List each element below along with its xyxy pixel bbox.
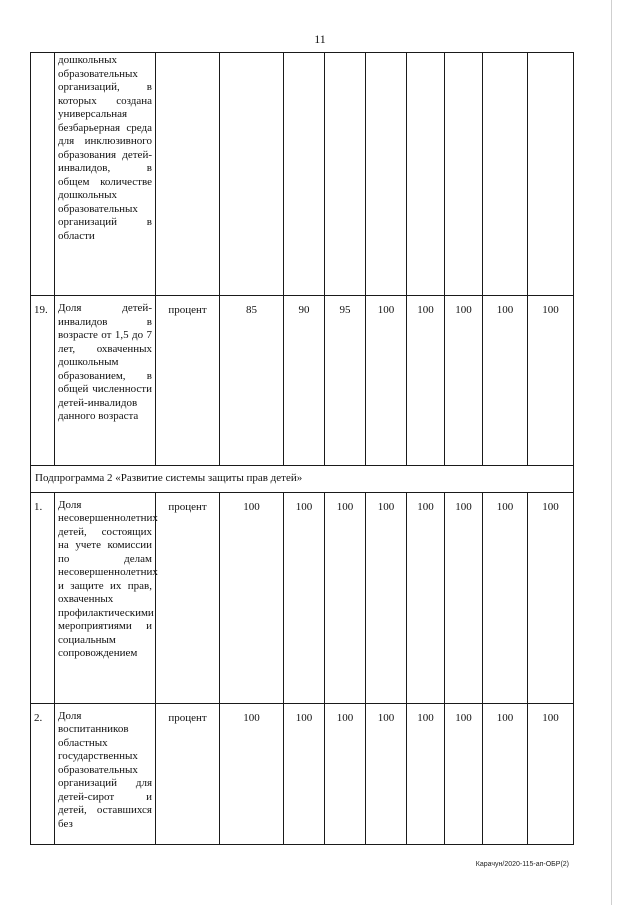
row-number-cell — [31, 53, 55, 296]
value-cell: 100 — [483, 703, 528, 844]
unit-cell: процент — [156, 492, 220, 703]
value-cell: 100 — [407, 703, 445, 844]
page-edge-line — [611, 0, 612, 905]
value-cell: 90 — [284, 296, 325, 466]
row-number-cell: 1. — [31, 492, 55, 703]
indicator-cell: дошкольных образовательных организаций, в которых создана универсальная безбарьерная среда для инклюзивного образования детей-инвалидов, в общем количестве дошкольных образовательных организаций в области — [55, 53, 156, 296]
unit-cell — [156, 53, 220, 296]
value-cell: 100 — [366, 703, 407, 844]
value-cell: 95 — [325, 296, 366, 466]
subprogram-title: Подпрограмма 2 «Развитие системы защиты прав детей» — [31, 466, 574, 493]
value-cell: 100 — [483, 296, 528, 466]
value-cell: 100 — [483, 492, 528, 703]
value-cell: 100 — [445, 296, 483, 466]
value-cell: 100 — [220, 492, 284, 703]
value-cell: 100 — [528, 703, 574, 844]
value-cell: 100 — [366, 492, 407, 703]
value-cell — [366, 53, 407, 296]
indicators-table — [30, 52, 574, 845]
value-cell — [284, 53, 325, 296]
value-cell: 100 — [445, 703, 483, 844]
value-cell — [445, 53, 483, 296]
row-number-cell: 19. — [31, 296, 55, 466]
unit-cell: процент — [156, 296, 220, 466]
value-cell: 100 — [407, 492, 445, 703]
value-cell: 100 — [284, 703, 325, 844]
value-cell: 100 — [284, 492, 325, 703]
value-cell — [483, 53, 528, 296]
value-cell: 85 — [220, 296, 284, 466]
table-row-19 — [31, 296, 574, 466]
value-cell: 100 — [366, 296, 407, 466]
unit-cell: процент — [156, 703, 220, 844]
value-cell — [407, 53, 445, 296]
value-cell: 100 — [445, 492, 483, 703]
value-cell — [528, 53, 574, 296]
page-number: 11 — [314, 32, 326, 46]
table-row-2 — [31, 703, 574, 844]
value-cell — [325, 53, 366, 296]
indicator-cell: Доля детей-инвалидов в возрасте от 1,5 до 7 лет, охваченных дошкольным образованием, в общей численности детей-инвалидов данного возраста — [55, 296, 156, 466]
value-cell — [220, 53, 284, 296]
table-row-continued — [31, 53, 574, 296]
value-cell: 100 — [325, 492, 366, 703]
row-number-cell: 2. — [31, 703, 55, 844]
value-cell: 100 — [528, 492, 574, 703]
value-cell: 100 — [220, 703, 284, 844]
document-footer-code: Карачун/2020-115-ап-ОБР(2) — [475, 861, 569, 868]
value-cell: 100 — [407, 296, 445, 466]
value-cell: 100 — [325, 703, 366, 844]
table-row-1 — [31, 492, 574, 703]
indicator-cell: Доля несовершеннолетних детей, состоящих на учете комиссии по делам несовершеннолетних и защите их прав, охваченных профилактическими мероприятиями и социальным сопровождением — [55, 492, 156, 703]
subprogram-row — [31, 466, 574, 493]
value-cell: 100 — [528, 296, 574, 466]
indicator-cell: Доля воспитанников областных государственных образовательных организаций для детей-сирот и детей, оставшихся без — [55, 703, 156, 844]
